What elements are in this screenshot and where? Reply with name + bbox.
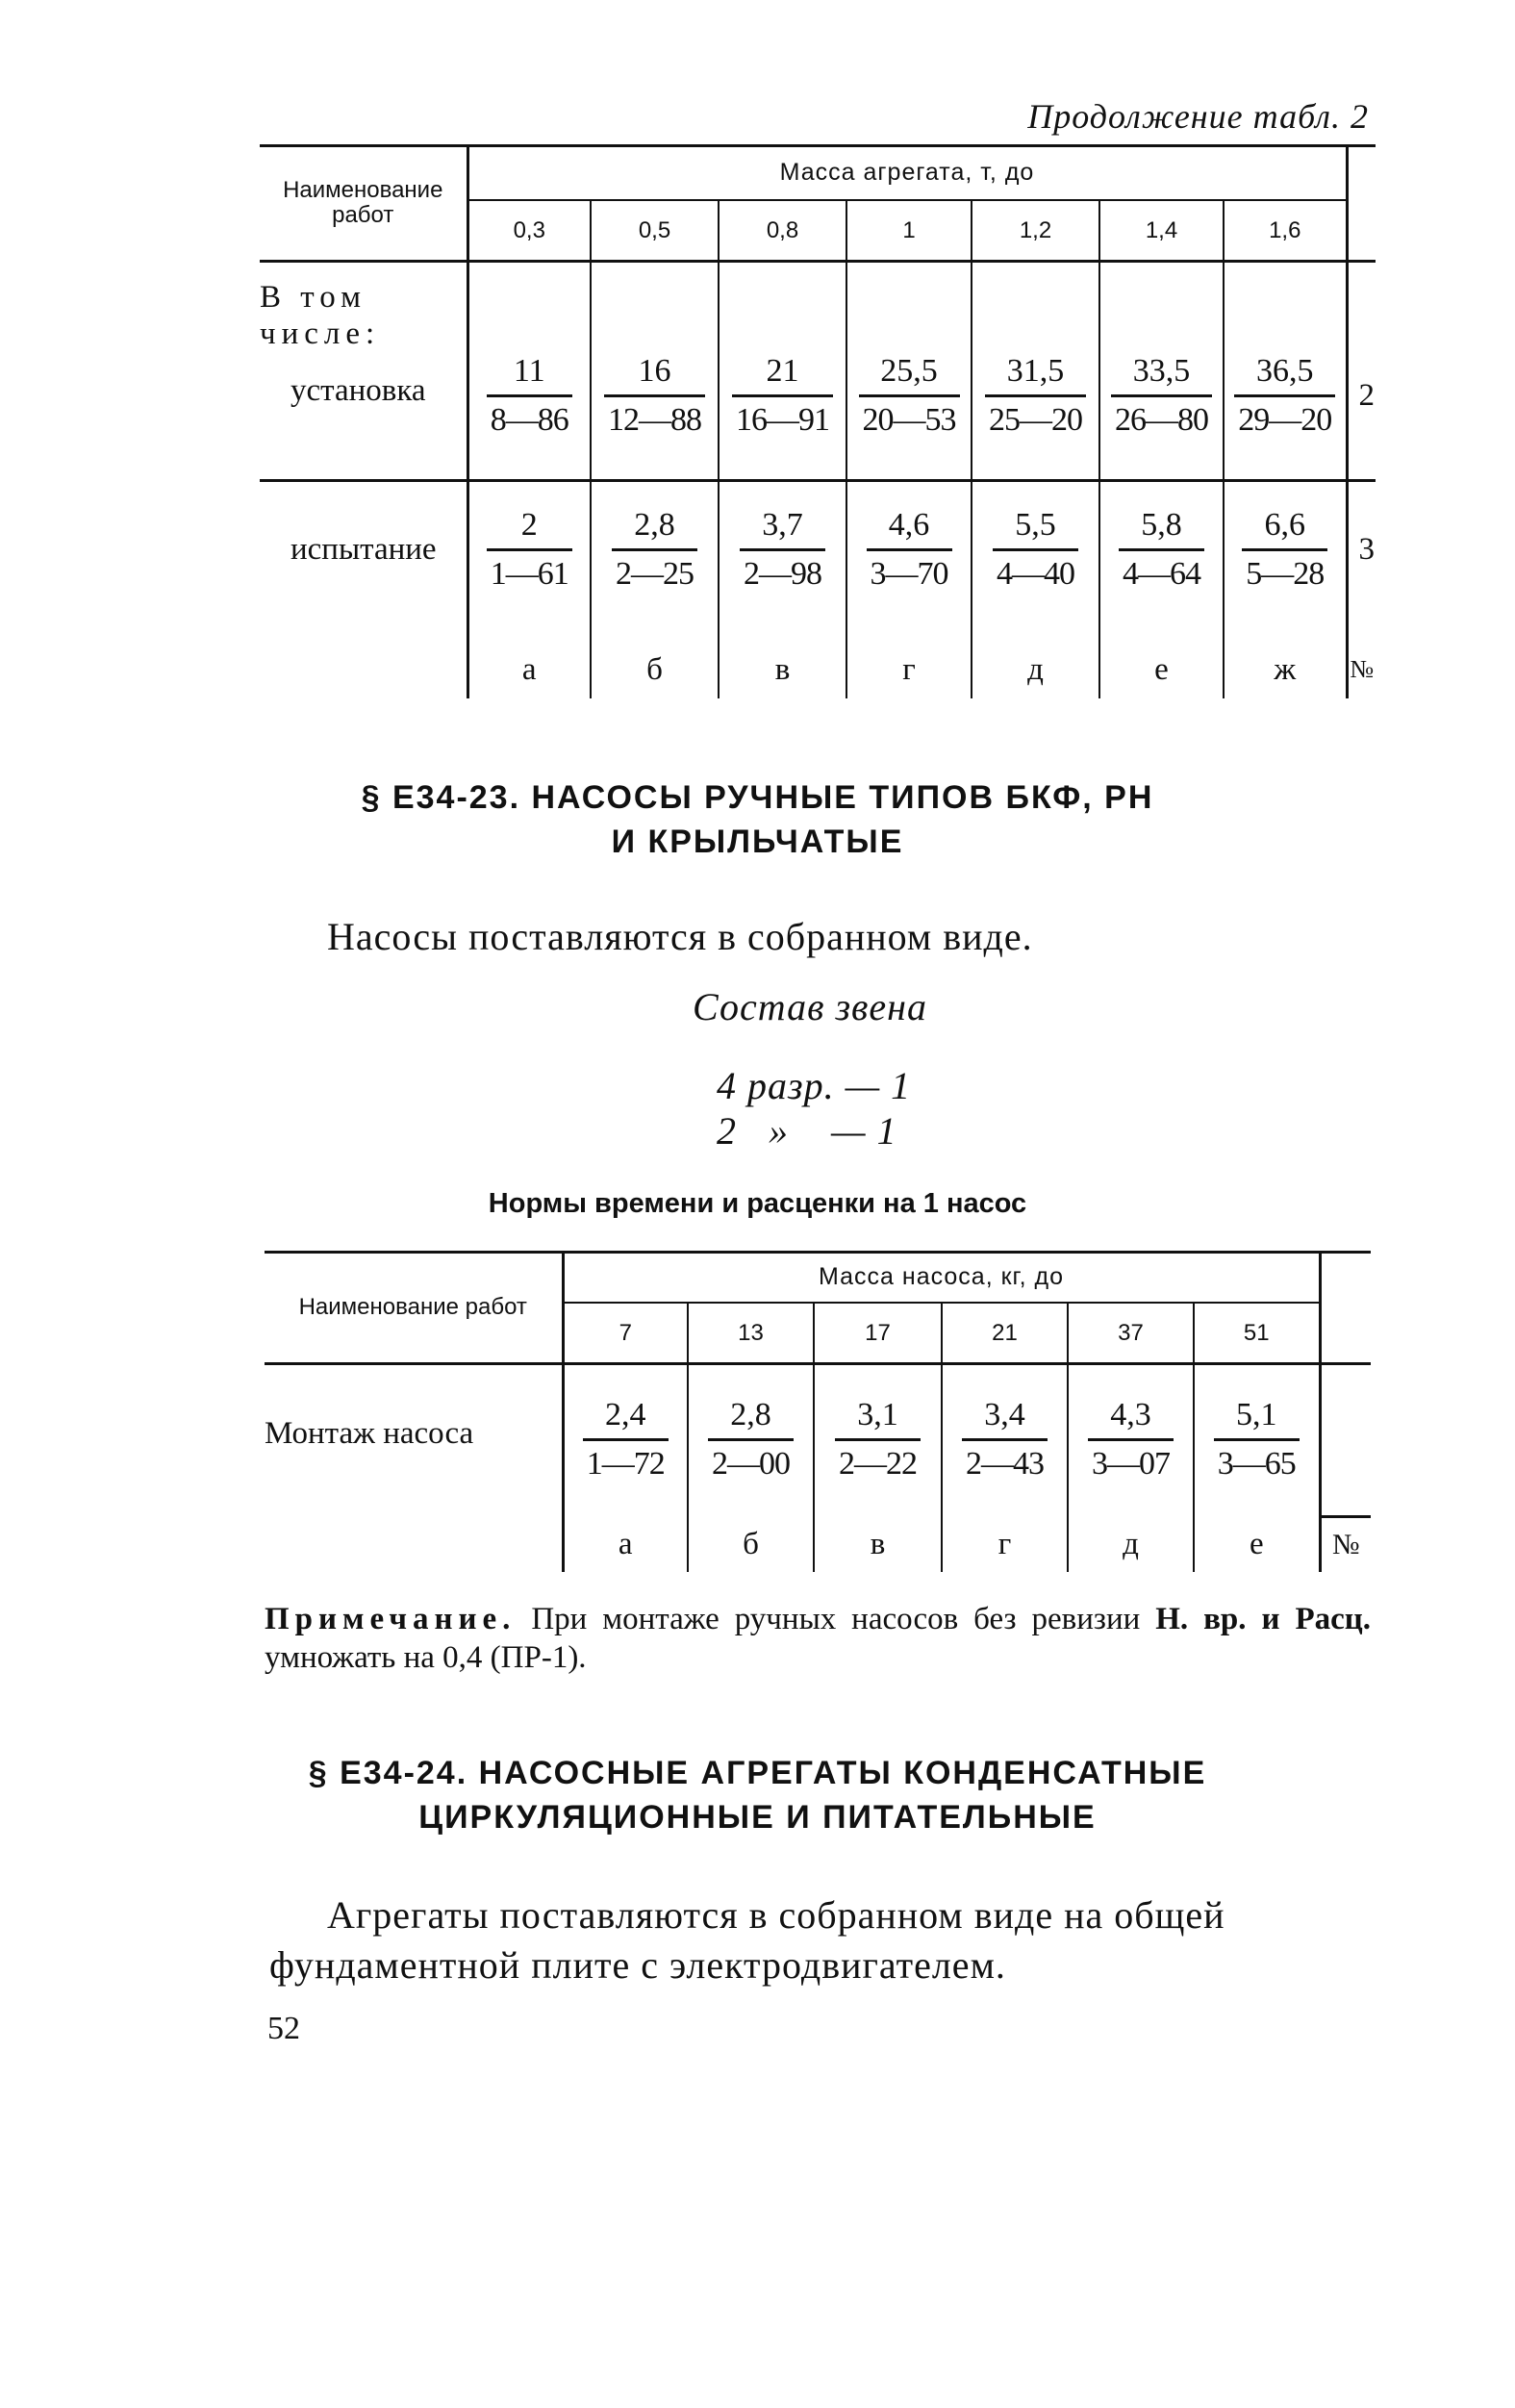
table1-cell — [1099, 477, 1224, 641]
section2-text-line: фундаментной плите с электродвигателем. — [269, 1943, 1006, 1987]
note-and: и — [1261, 1602, 1280, 1636]
section-title-line: § Е34-24. НАСОСНЫЕ АГРЕГАТЫ КОНДЕНСАТНЫЕ — [308, 1755, 1207, 1791]
time-norm: 16 — [604, 354, 705, 397]
table2-cell — [1068, 1362, 1194, 1516]
page-number: 52 — [267, 2011, 300, 2046]
price: 12—88 — [608, 401, 701, 438]
table1-col-header: 1,2 — [972, 200, 1099, 260]
column-letter: а — [467, 641, 591, 698]
table2-span-header: Масса насоса, кг, до — [563, 1253, 1320, 1303]
price: 20—53 — [862, 401, 956, 438]
number-column-label: № — [1320, 1516, 1371, 1572]
price: 1—72 — [586, 1445, 665, 1482]
column-letter: д — [972, 641, 1099, 698]
table2-col-header: 7 — [563, 1303, 688, 1362]
table1-col-header: 0,8 — [719, 200, 846, 260]
table1-cell — [467, 477, 591, 641]
column-letter: а — [563, 1516, 688, 1572]
table1-cell — [846, 260, 972, 477]
crew-line: 4 разр. — 1 — [717, 1064, 912, 1107]
table2-cell — [1194, 1362, 1320, 1516]
price: 2—43 — [966, 1445, 1044, 1482]
table1-cell — [719, 477, 846, 641]
price: 29—20 — [1238, 401, 1332, 438]
table1-cell — [1224, 260, 1347, 477]
time-norm: 4,6 — [867, 508, 952, 551]
price: 16—91 — [736, 401, 829, 438]
note-label: Примечание. — [265, 1602, 517, 1636]
column-letter: г — [846, 641, 972, 698]
price: 2—00 — [712, 1445, 790, 1482]
table2-cell — [942, 1362, 1068, 1516]
table1-cell — [591, 260, 719, 477]
price: 8—86 — [490, 401, 568, 438]
time-norm: 2,8 — [708, 1398, 794, 1441]
table2-col-header: 21 — [942, 1303, 1068, 1362]
price: 4—40 — [997, 555, 1074, 592]
table1-cell — [591, 477, 719, 641]
price: 2—98 — [744, 555, 821, 592]
table1-col-header: 1,4 — [1099, 200, 1224, 260]
time-norm: 2 — [487, 508, 572, 551]
time-norm: 4,3 — [1088, 1398, 1174, 1441]
table2-name-header: Наименование работ — [265, 1253, 563, 1362]
section-title-e34-23 — [0, 775, 1515, 864]
row-name-pump-installation: Монтаж насоса — [265, 1362, 563, 1516]
norms-title: Нормы времени и расценки на 1 насос — [488, 1188, 1027, 1219]
time-norm: 11 — [487, 354, 572, 397]
section-title-line: § Е34-23. НАСОСЫ РУЧНЫЕ ТИПОВ БКФ, РН — [361, 779, 1154, 816]
table2-cell — [563, 1362, 688, 1516]
section2-text — [269, 1890, 1380, 1990]
column-letter: б — [688, 1516, 814, 1572]
table1-col-header: 1 — [846, 200, 972, 260]
row-number: 2 — [1347, 260, 1376, 477]
price: 26—80 — [1115, 401, 1208, 438]
table1-name-header: Наименование работ — [260, 146, 467, 260]
time-norm: 3,7 — [740, 508, 825, 551]
price: 25—20 — [989, 401, 1082, 438]
table1-span-header: Масса агрегата, т, до — [467, 146, 1347, 200]
row-name-testing: испытание — [260, 477, 467, 641]
note-text: умножать на 0,4 (ПР-1). — [265, 1640, 587, 1675]
row-number: 3 — [1347, 477, 1376, 641]
price: 2—22 — [839, 1445, 917, 1482]
section-title-line: ЦИРКУЛЯЦИОННЫЕ И ПИТАТЕЛЬНЫЕ — [418, 1799, 1097, 1836]
table1-cell — [972, 260, 1099, 477]
price: 1—61 — [490, 555, 568, 592]
table1-cell — [719, 260, 846, 477]
table2-cell — [688, 1362, 814, 1516]
time-norm: 31,5 — [985, 354, 1086, 397]
time-norm: 3,1 — [835, 1398, 921, 1441]
price: 2—25 — [616, 555, 694, 592]
column-letter: д — [1068, 1516, 1194, 1572]
table2-col-header: 17 — [814, 1303, 942, 1362]
table1-cell — [1099, 260, 1224, 477]
note-text: При монтаже ручных насосов без ревизии — [531, 1602, 1141, 1636]
table1-cell — [1224, 477, 1347, 641]
time-norm: 5,8 — [1119, 508, 1204, 551]
table1-col-header: 0,5 — [591, 200, 719, 260]
table2-col-header: 51 — [1243, 1319, 1270, 1346]
table1-cell — [846, 477, 972, 641]
table1 — [260, 146, 1376, 698]
note-bold-price: Расц. — [1295, 1602, 1372, 1636]
table2-cell — [814, 1362, 942, 1516]
price: 3—65 — [1217, 1445, 1296, 1482]
table2 — [265, 1253, 1371, 1572]
time-norm: 6,6 — [1242, 508, 1327, 551]
time-norm: 33,5 — [1111, 354, 1212, 397]
table1-cell — [972, 477, 1099, 641]
price: 3—70 — [870, 555, 948, 592]
number-column-label: № — [1347, 641, 1376, 698]
delivery-text: Насосы поставляются в собранном виде. — [327, 915, 1033, 958]
table1-cell — [467, 260, 591, 477]
time-norm: 25,5 — [859, 354, 960, 397]
time-norm: 5,5 — [993, 508, 1078, 551]
note — [265, 1600, 1371, 1677]
column-letter: в — [719, 641, 846, 698]
crew-line: 2 » — 1 — [717, 1109, 897, 1153]
section-title-e34-24 — [0, 1751, 1515, 1839]
column-letter: г — [942, 1516, 1068, 1572]
section-label: В том числе: — [260, 280, 381, 351]
column-letter: е — [1249, 1526, 1264, 1561]
table1-col-header: 0,3 — [467, 200, 591, 260]
section2-text-line: Агрегаты поставляются в собранном виде на общей — [327, 1893, 1225, 1937]
price: 3—07 — [1092, 1445, 1170, 1482]
price: 4—64 — [1123, 555, 1200, 592]
time-norm: 2,4 — [583, 1398, 669, 1441]
table2-col-header: 37 — [1068, 1303, 1194, 1362]
table1-row-name — [260, 260, 467, 477]
crew-title: Состав звена — [693, 985, 928, 1028]
time-norm: 2,8 — [612, 508, 697, 551]
row-name-installation: установка — [290, 373, 426, 408]
price: 5—28 — [1246, 555, 1325, 592]
note-bold-time: Н. вр. — [1155, 1602, 1247, 1636]
column-letter: в — [814, 1516, 942, 1572]
table2-col-header: 13 — [688, 1303, 814, 1362]
table1-col-header: 1,6 — [1269, 216, 1301, 243]
time-norm: 5,1 — [1214, 1398, 1300, 1441]
column-letter: ж — [1274, 651, 1297, 687]
section-title-line: И КРЫЛЬЧАТЫЕ — [611, 824, 904, 860]
time-norm: 3,4 — [962, 1398, 1048, 1441]
time-norm: 21 — [732, 354, 833, 397]
continuation-label: Продолжение табл. 2 — [1027, 97, 1369, 136]
column-letter: б — [591, 641, 719, 698]
time-norm: 36,5 — [1234, 354, 1335, 397]
column-letter: е — [1099, 641, 1224, 698]
